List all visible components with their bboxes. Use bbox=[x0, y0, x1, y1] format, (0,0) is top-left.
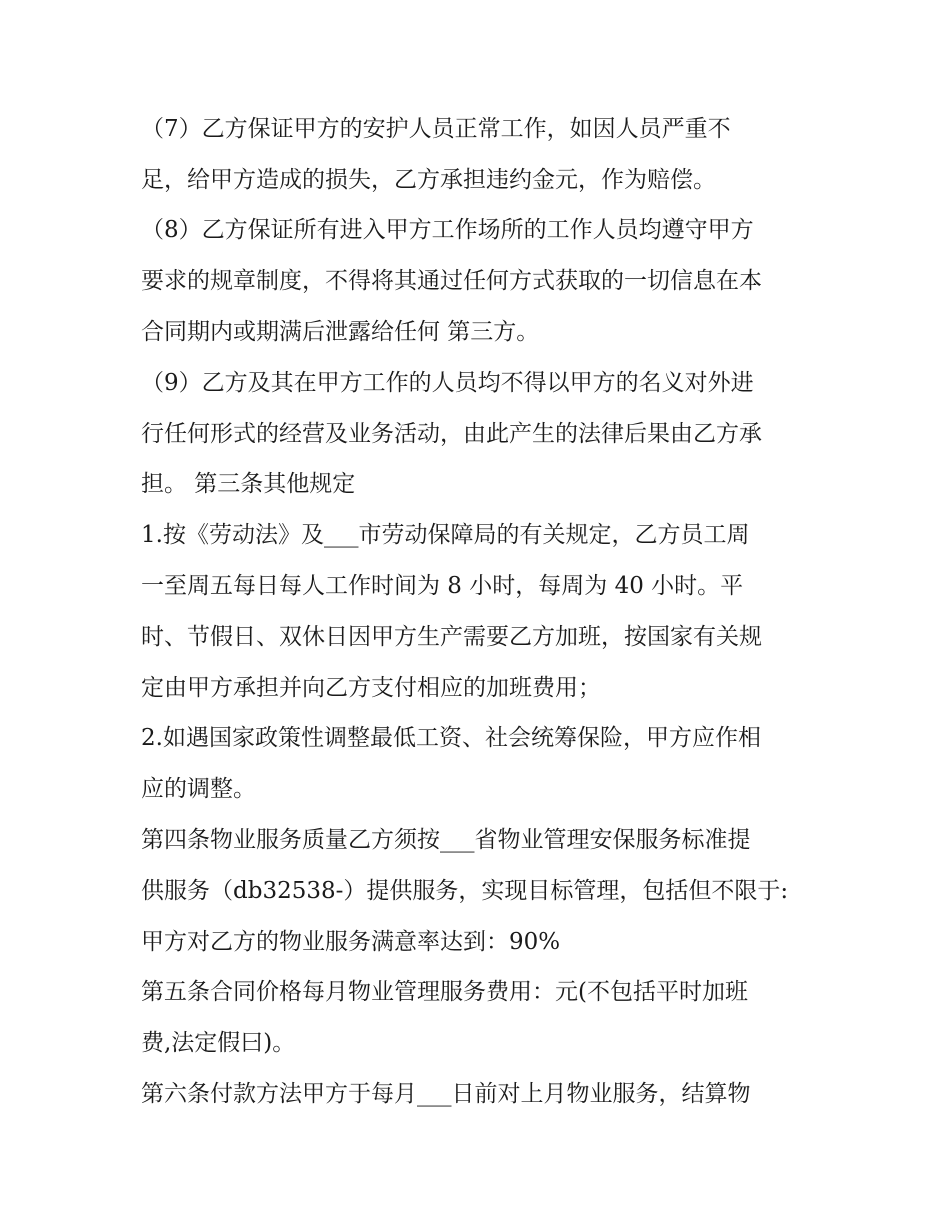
text-line: （9）乙方及其在甲方工作的人员均不得以甲方的名义对外进 bbox=[141, 370, 754, 396]
text-line: （8）乙方保证所有进入甲方工作场所的工作人员均遵守甲方 bbox=[141, 217, 754, 243]
text-line: 要求的规章制度，不得将其通过任何方式获取的一切信息在本 bbox=[141, 268, 762, 294]
text-line: 甲方对乙方的物业服务满意率达到：90% bbox=[141, 929, 561, 955]
text-line: 第五条合同价格每月物业管理服务费用：元(不包括平时加班 bbox=[141, 979, 748, 1005]
text-line: 供服务（db32538-）提供服务，实现目标管理，包括但不限于: bbox=[141, 878, 789, 904]
text-line: 第四条物业服务质量乙方须按___省物业管理安保服务标准提 bbox=[141, 827, 751, 853]
text-line: 行任何形式的经营及业务活动，由此产生的法律后果由乙方承 bbox=[141, 421, 762, 447]
text-line: 足，给甲方造成的损失，乙方承担违约金元，作为赔偿。 bbox=[141, 167, 716, 193]
text-line: 合同期内或期满后泄露给任何 第三方。 bbox=[141, 319, 540, 345]
text-line: 第六条付款方法甲方于每月___日前对上月物业服务，结算物 bbox=[141, 1081, 751, 1107]
text-line: （7）乙方保证甲方的安护人员正常工作，如因人员严重不 bbox=[141, 116, 731, 142]
text-line: 定由甲方承担并向乙方支付相应的加班费用； bbox=[141, 675, 601, 701]
text-line: 时、节假日、双休日因甲方生产需要乙方加班，按国家有关规 bbox=[141, 624, 762, 650]
text-line: 应的调整。 bbox=[141, 776, 256, 802]
text-line: 担。 第三条其他规定 bbox=[141, 471, 356, 497]
text-line: 一至周五每日每人工作时间为 8 小时，每周为 40 小时。平 bbox=[141, 573, 744, 599]
text-line: 2.如遇国家政策性调整最低工资、社会统筹保险，甲方应作相 bbox=[141, 725, 761, 751]
text-line: 1.按《劳动法》及___市劳动保障局的有关规定，乙方员工周 bbox=[141, 522, 750, 548]
text-line: 费,法定假曰)。 bbox=[141, 1030, 296, 1056]
